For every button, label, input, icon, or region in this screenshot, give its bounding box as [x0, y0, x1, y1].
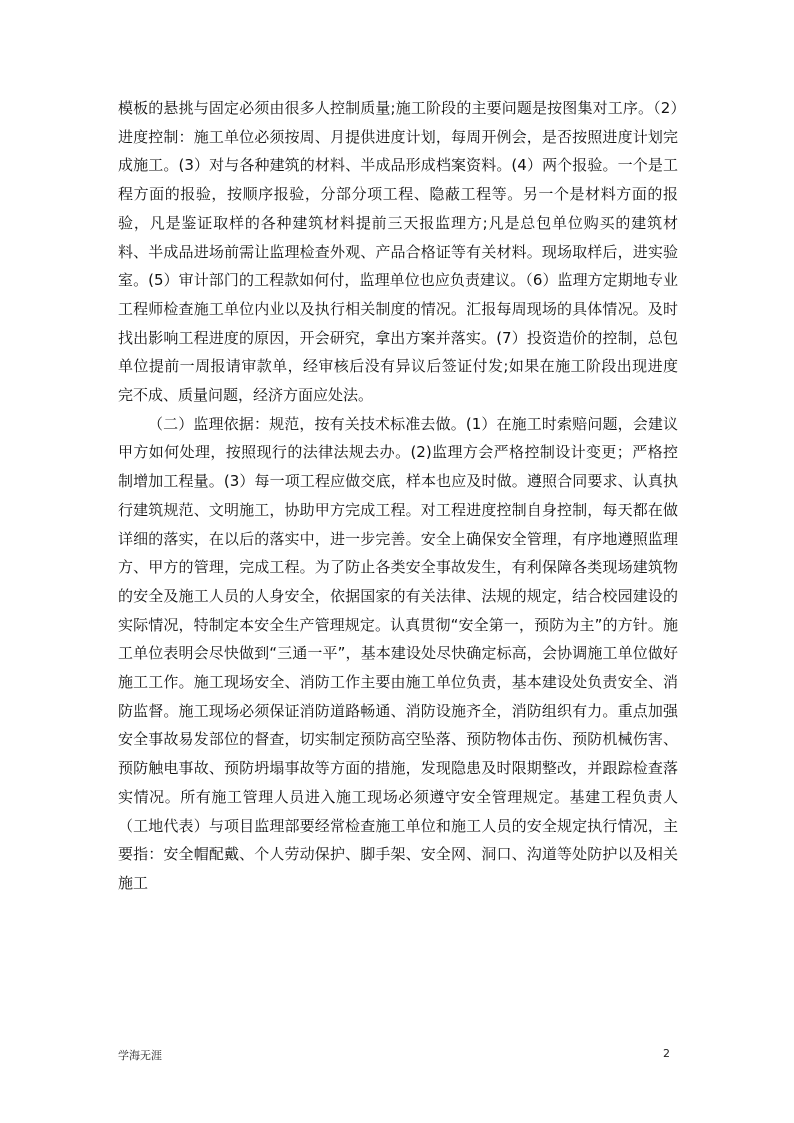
document-body — [118, 94, 678, 898]
paragraph-supervision-basis: （二）监理依据：规范，按有关技术标准去做。(1）在施工时索赔问题，会建议甲方如何处理，按照现行的法律法规去办。(2)监理方会严格控制设计变更；严格控制增加工程量。(3）每一项工程应做交底，样本也应及时做。遵照合同要求、认真执行建筑规范、文明施工，协助甲方完成工程。对工程进度控制自身控制，每天都在做详细的落实，在以后的落实中，进一步完善。安全上确保安全管理，有序地遵照监理方、甲方的管理，完成工程。为了防止各类安全事故发生，有利保障各类现场建筑物的安全及施工人员的人身安全，依据国家的有关法律、法规的规定，结合校园建设的实际情况，特制定本安全生产管理规定。认真贯彻“安全第一，预防为主”的方针。施工单位表明会尽快做到“三通一平”，基本建设处尽快确定标高，会协调施工单位做好施工工作。施工现场安全、消防工作主要由施工单位负责，基本建设处负责安全、消防监督。施工现场必须保证消防道路畅通、消防设施齐全，消防组织有力。重点加强安全事故易发部位的督查，切实制定预防高空坠落、预防物体击伤、预防机械伤害、预防触电事故、预防坍塌事故等方面的措施，发现隐患及时限期整改，并跟踪检查落实情况。所有施工管理人员进入施工现场必须遵守安全管理规定。基建工程负责人（工地代表）与项目监理部要经常检查施工单位和施工人员的安全规定执行情况，主要指：安全帽配戴、个人劳动保护、脚手架、安全网、洞口、沟道等处防护以及相关施工 — [118, 414, 678, 892]
page-number: 2 — [663, 1047, 670, 1060]
paragraph-progress-control: 模板的悬挑与固定必须由很多人控制质量;施工阶段的主要问题是按图集对工序。（2）进度控制：施工单位必须按周、月提供进度计划，每周开例会，是否按照进度计划完成施工。(3）对与各种建筑的材料、半成品形成档案资料。(4）两个报验。一个是工程方面的报验，按顺序报验，分部分项工程、隐蔽工程等。另一个是材料方面的报验，凡是鉴证取样的各种建筑材料提前三天报监理方;凡是总包单位购买的建筑材料、半成品进场前需让监理检查外观、产品合格证等有关材料。现场取样后，进实验室。(5）审计部门的工程款如何付，监理单位也应负责建议。（6）监理方定期地专业工程师检查施工单位内业以及执行相关制度的情况。汇报每周现场的具体情况。及时找出影响工程进度的原因，开会研究，拿出方案并落实。(7）投资造价的控制，总包单位提前一周报请审款单，经审核后没有异议后签证付发;如果在施工阶段出现进度完不成、质量问题，经济方面应处法。 — [118, 99, 678, 405]
footer-motto: 学海无涯 — [118, 1049, 162, 1062]
